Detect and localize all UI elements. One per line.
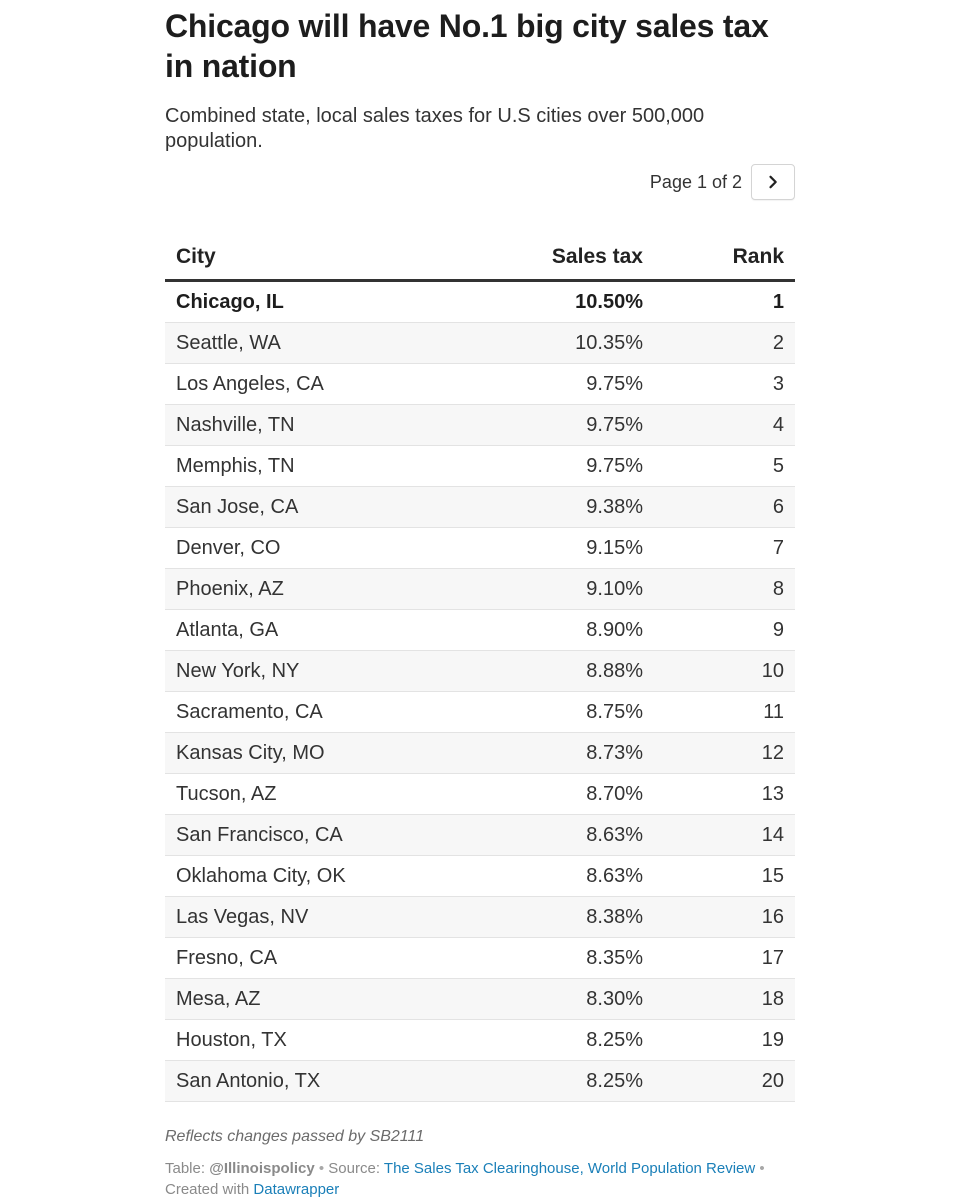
table-row (165, 487, 795, 528)
source-link[interactable]: The Sales Tax Clearinghouse, World Population Review (383, 1160, 756, 1177)
cell-city: Tucson, AZ (165, 774, 452, 815)
table-widget (165, 0, 795, 1198)
cell-city: Nashville, TN (165, 405, 452, 446)
table-row (165, 446, 795, 487)
table-row (165, 692, 795, 733)
cell-rank: 17 (654, 938, 795, 979)
cell-sales-tax: 8.63% (452, 815, 654, 856)
table-row (165, 651, 795, 692)
table-credit-label: Table: (165, 1160, 206, 1177)
cell-sales-tax: 8.38% (452, 897, 654, 938)
cell-sales-tax: 10.50% (452, 281, 654, 323)
cell-rank: 12 (654, 733, 795, 774)
table-row (165, 1061, 795, 1102)
created-with-label: Created with (165, 1181, 250, 1198)
cell-rank: 5 (654, 446, 795, 487)
sales-tax-table (165, 234, 795, 1102)
cell-city: Fresno, CA (165, 938, 452, 979)
cell-sales-tax: 8.75% (452, 692, 654, 733)
next-page-button[interactable] (751, 164, 795, 200)
cell-rank: 16 (654, 897, 795, 938)
table-row (165, 323, 795, 364)
cell-rank: 18 (654, 979, 795, 1020)
cell-rank: 19 (654, 1020, 795, 1061)
table-row (165, 856, 795, 897)
table-footer (165, 1158, 805, 1200)
cell-rank: 9 (654, 610, 795, 651)
cell-city: San Francisco, CA (165, 815, 452, 856)
cell-sales-tax: 10.35% (452, 323, 654, 364)
table-row (165, 364, 795, 405)
cell-rank: 8 (654, 569, 795, 610)
cell-sales-tax: 8.35% (452, 938, 654, 979)
cell-rank: 3 (654, 364, 795, 405)
cell-sales-tax: 9.10% (452, 569, 654, 610)
cell-rank: 4 (654, 405, 795, 446)
table-note: Reflects changes passed by SB2111 (165, 1128, 425, 1145)
footer-separator: • (318, 1160, 325, 1177)
cell-city: New York, NY (165, 651, 452, 692)
cell-city: Los Angeles, CA (165, 364, 452, 405)
cell-city: Memphis, TN (165, 446, 452, 487)
column-header-sales-tax[interactable]: Sales tax (452, 234, 654, 281)
cell-city: San Antonio, TX (165, 1061, 452, 1102)
column-header-rank[interactable]: Rank (654, 234, 795, 281)
cell-rank: 1 (654, 281, 795, 323)
chevron-right-icon (766, 175, 780, 189)
pagination (650, 164, 795, 200)
table-row (165, 405, 795, 446)
cell-city: Seattle, WA (165, 323, 452, 364)
cell-city: Houston, TX (165, 1020, 452, 1061)
cell-sales-tax: 8.88% (452, 651, 654, 692)
footer-separator: • (759, 1160, 765, 1177)
table-row (165, 1020, 795, 1061)
table-row (165, 569, 795, 610)
cell-city: Mesa, AZ (165, 979, 452, 1020)
cell-rank: 14 (654, 815, 795, 856)
cell-city: San Jose, CA (165, 487, 452, 528)
table-row (165, 979, 795, 1020)
page-indicator: Page 1 of 2 (649, 171, 742, 192)
table-row (165, 815, 795, 856)
cell-sales-tax: 9.75% (452, 405, 654, 446)
cell-rank: 11 (654, 692, 795, 733)
cell-sales-tax: 8.70% (452, 774, 654, 815)
cell-city: Sacramento, CA (165, 692, 452, 733)
cell-sales-tax: 8.25% (452, 1020, 654, 1061)
table-row (165, 610, 795, 651)
cell-sales-tax: 8.90% (452, 610, 654, 651)
table-credit-author: @Illinoispolicy (209, 1160, 315, 1177)
table-row (165, 733, 795, 774)
cell-sales-tax: 8.30% (452, 979, 654, 1020)
table-row (165, 281, 795, 323)
cell-sales-tax: 8.73% (452, 733, 654, 774)
cell-city: Kansas City, MO (165, 733, 452, 774)
cell-rank: 20 (654, 1061, 795, 1102)
chart-title: Chicago will have No.1 big city sales tax in nation (165, 8, 769, 84)
cell-rank: 6 (654, 487, 795, 528)
cell-sales-tax: 9.75% (452, 446, 654, 487)
cell-sales-tax: 9.15% (452, 528, 654, 569)
cell-city: Atlanta, GA (165, 610, 452, 651)
source-label: Source: (328, 1160, 380, 1177)
cell-city: Chicago, IL (165, 281, 452, 323)
table-row (165, 897, 795, 938)
table-header-row (165, 234, 795, 281)
cell-city: Oklahoma City, OK (165, 856, 452, 897)
cell-sales-tax: 8.25% (452, 1061, 654, 1102)
cell-city: Las Vegas, NV (165, 897, 452, 938)
cell-rank: 7 (654, 528, 795, 569)
cell-rank: 2 (654, 323, 795, 364)
cell-city: Phoenix, AZ (165, 569, 452, 610)
cell-city: Denver, CO (165, 528, 452, 569)
table-row (165, 938, 795, 979)
column-header-city[interactable]: City (165, 234, 452, 281)
datawrapper-link[interactable]: Datawrapper (253, 1181, 340, 1198)
table-body (165, 281, 795, 1102)
cell-sales-tax: 9.75% (452, 364, 654, 405)
cell-sales-tax: 8.63% (452, 856, 654, 897)
cell-rank: 13 (654, 774, 795, 815)
table-row (165, 528, 795, 569)
chart-subtitle: Combined state, local sales taxes for U.S cities over 500,000 population. (165, 105, 705, 152)
cell-rank: 10 (654, 651, 795, 692)
cell-rank: 15 (654, 856, 795, 897)
cell-sales-tax: 9.38% (452, 487, 654, 528)
table-row (165, 774, 795, 815)
